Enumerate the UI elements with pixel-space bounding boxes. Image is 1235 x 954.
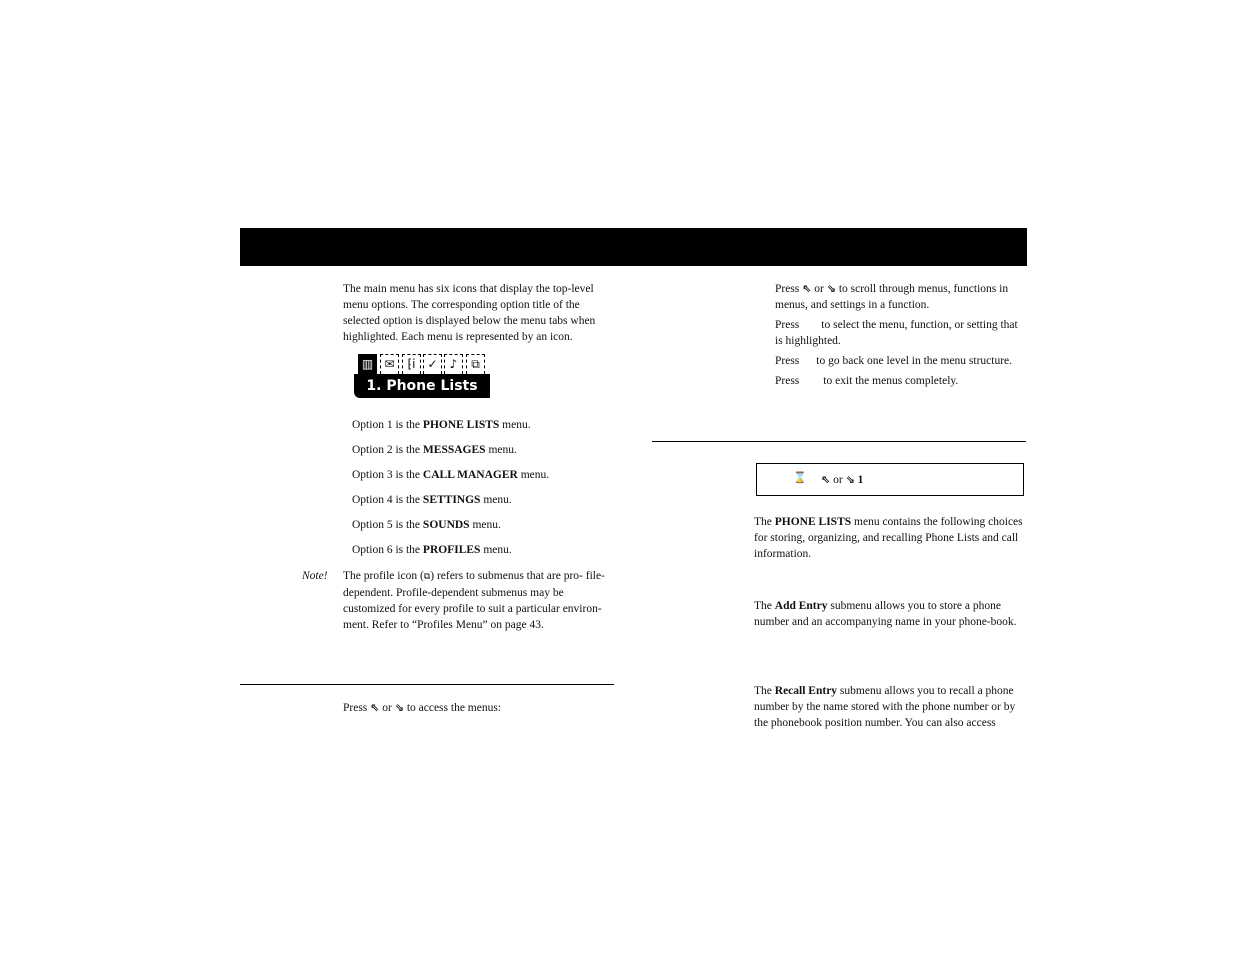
- recall-entry-paragraph: The Recall Entry submenu allows you to recall a phone number by the name stored with the phone number or by the phonebook position number. You can also access: [754, 685, 1016, 729]
- shortcut-box: [756, 463, 1024, 496]
- option-line-2: Option 2 is the MESSAGES menu.: [352, 444, 517, 456]
- nav-select-line: Press to select the menu, function, or setting that is highlighted.: [775, 319, 1018, 347]
- profiles-icon: ⧉: [466, 354, 485, 374]
- option-line-3: Option 3 is the CALL MANAGER menu.: [352, 469, 550, 481]
- profile-icon: ⧉: [423, 572, 431, 582]
- option-line-1: Option 1 is the PHONE LISTS menu.: [352, 419, 531, 431]
- section-divider-right: [652, 441, 1026, 442]
- down-arrow-key-icon: ⇘: [394, 701, 404, 714]
- option-line-5: Option 5 is the SOUNDS menu.: [352, 519, 501, 531]
- shortcut-sequence: ⇖ or ⇘ 1: [821, 473, 864, 486]
- intro-paragraph: The main menu has six icons that display the top-level menu options. The corresponding option title of the selected option is displayed below the menu tabs when highlighted. Each menu is represented by an icon.: [343, 283, 596, 343]
- note-paragraph: The profile icon (⧉) refers to submenus that are pro- file-dependent. Profile-dependent submenus may be customized for every profile to suit a particular environ-ment. Refer to “Profiles Menu” on page 43.: [343, 570, 605, 631]
- nav-scroll-line: Press ⇖ or ⇘ to scroll through menus, functions in menus, and settings in a function.: [775, 282, 1009, 311]
- phonebook-icon: ▥: [358, 354, 377, 374]
- checkmark-icon: ✓: [423, 354, 442, 374]
- menu-display-figure: [354, 354, 490, 398]
- add-entry-paragraph: The Add Entry submenu allows you to store a phone number and an accompanying name in your phone-book.: [754, 600, 1017, 628]
- page-header-bar: [240, 228, 1027, 266]
- envelope-icon: ✉: [380, 354, 399, 374]
- up-arrow-key-icon: ⇖: [370, 701, 380, 714]
- music-note-icon: ♪: [444, 354, 463, 374]
- note-label: Note!: [302, 570, 328, 582]
- nav-back-line: Press to go back one level in the menu structure.: [775, 355, 1013, 367]
- option-line-6: Option 6 is the PROFILES menu.: [352, 544, 512, 556]
- option-line-4: Option 4 is the SETTINGS menu.: [352, 494, 512, 506]
- up-arrow-key-icon: ⇖: [821, 473, 831, 486]
- down-arrow-key-icon: ⇘: [845, 473, 855, 486]
- access-menus-line: Press ⇖ or ⇘ to access the menus:: [343, 701, 502, 714]
- hourglass-icon: ⌛: [793, 471, 807, 484]
- nav-exit-line: Press to exit the menus completely.: [775, 375, 959, 387]
- section-divider-left: [240, 684, 614, 685]
- phone-lists-paragraph: The PHONE LISTS menu contains the following choices for storing, organizing, and recalling Phone Lists and call information.: [754, 516, 1023, 560]
- call-manager-icon: ⁅i: [402, 354, 421, 374]
- down-arrow-key-icon: ⇘: [826, 282, 836, 295]
- up-arrow-key-icon: ⇖: [802, 282, 812, 295]
- selected-menu-title: 1. Phone Lists: [354, 374, 490, 398]
